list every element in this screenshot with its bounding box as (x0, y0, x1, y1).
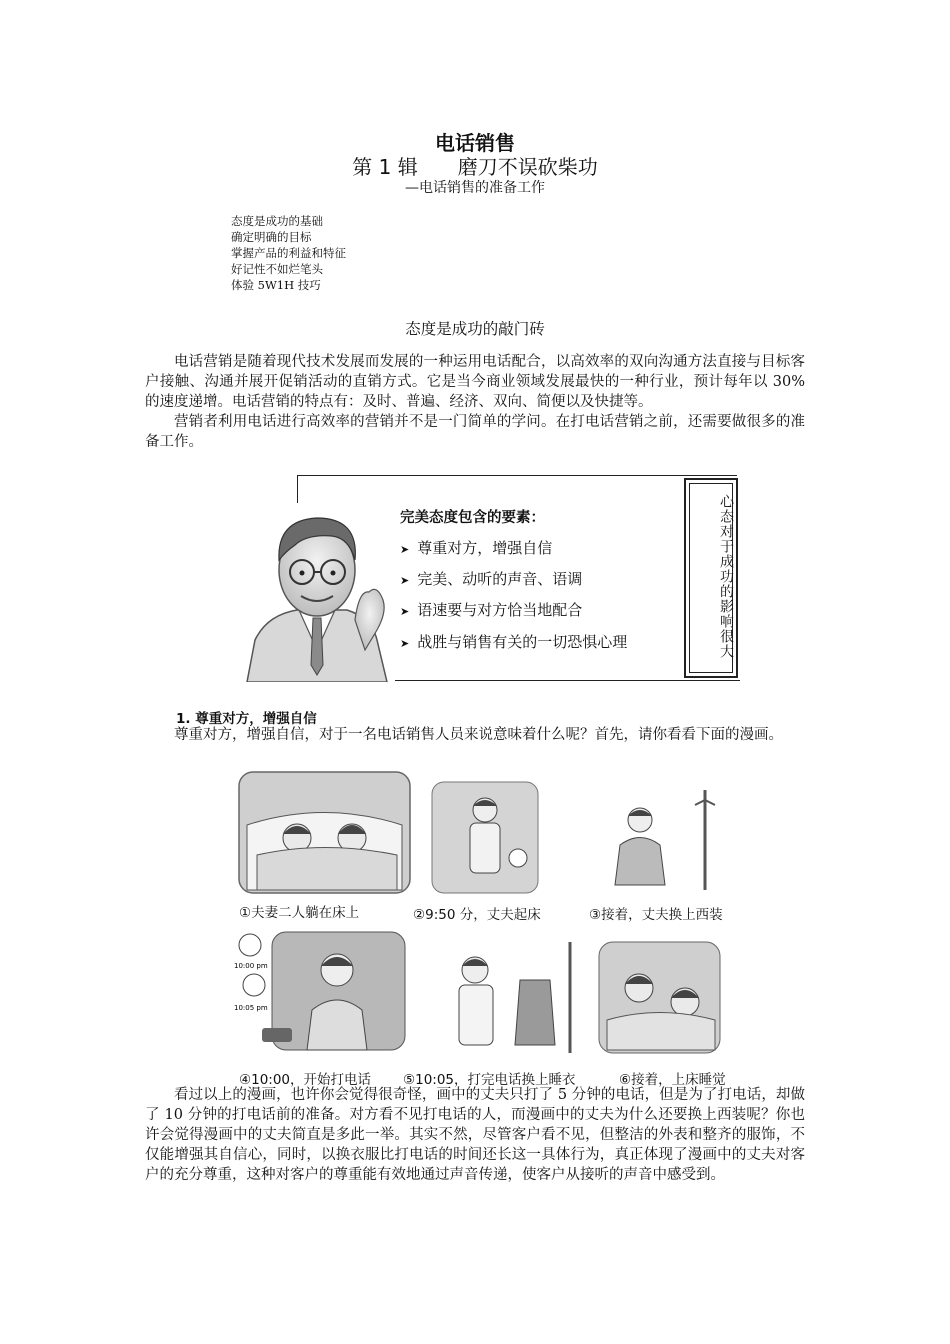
chapter-number: 第 1 辑 (352, 155, 418, 179)
toc-list (231, 213, 346, 293)
infobox-border (297, 475, 737, 476)
paragraph: 电话营销是随着现代技术发展而发展的一种运用电话配合，以高效率的双向沟通方法直接与目标客户接触、沟通并展开促销活动的直销方式。它是当今商业领域发展最快的一种行业，预计每年以 30%的速度递增。电话营销的特点有：及时、普遍、经济、双向、简便以及快捷等。 (145, 354, 805, 410)
infobox-side-text: 心态对于成功的影响很大 (718, 494, 734, 659)
comic-panel-pajama (425, 940, 585, 1055)
arrow-icon: ➤ (400, 605, 410, 618)
infobox-item: ➤ 尊重对方，增强自信 (400, 539, 553, 557)
subsection-heading: 1. 尊重对方，增强自信 (176, 711, 317, 727)
clock-label: 10:00 pm (234, 962, 268, 970)
paragraph: 看过以上的漫画，也许你会觉得很奇怪，画中的丈夫只打了 5 分钟的电话，但是为了打电话，却做了 10 分钟的打电话前的准备。对方看不见打电话的人，而漫画中的丈夫为什么还要换上西装呢？你也许会觉得漫画中的丈夫简直是多此一举。其实不然，尽管客户看不见，但整洁的外表和整齐的服饰，不仅能增强其自信心，同时，以换衣服比打电话的时间还长这一具体行为，真正体现了漫画中的丈夫对客户的充分尊重，这种对客户的尊重能有效地通过声音传递，使客户从接听的声音中感受到。 (145, 1087, 805, 1183)
businessman-illustration (237, 500, 402, 682)
chapter-heading (0, 151, 950, 180)
chapter-title: 磨刀不误砍柴功 (457, 155, 598, 179)
toc-item: 确定明确的目标 (231, 230, 312, 244)
section-heading: 态度是成功的敲门砖 (405, 320, 545, 338)
comic-panel-suit (595, 785, 725, 895)
paragraph: 尊重对方，增强自信，对于一名电话销售人员来说意味着什么呢？首先，请你看看下面的漫画。 (174, 727, 783, 743)
toc-item: 好记性不如烂笔头 (231, 262, 323, 276)
toc-item: 态度是成功的基础 (231, 214, 323, 228)
comic-panel-phone (232, 930, 407, 1055)
infobox-side-panel (684, 478, 738, 678)
chapter-subtitle: —电话销售的准备工作 (405, 180, 545, 196)
subsection-text (145, 725, 805, 745)
clock-label: 10:05 pm (234, 1004, 268, 1012)
conclusion-text (145, 1085, 805, 1185)
arrow-icon: ➤ (400, 637, 410, 650)
infobox-border (395, 680, 740, 681)
arrow-icon: ➤ (400, 543, 410, 556)
infobox-border (297, 475, 298, 503)
toc-item: 掌握产品的利益和特征 (231, 246, 346, 260)
comic-panel-wake (430, 780, 540, 895)
comic-caption: ①夫妻二人躺在床上 (239, 905, 360, 921)
document-title: 电话销售 (435, 131, 515, 155)
infobox-item: ➤ 战胜与销售有关的一切恐惧心理 (400, 633, 628, 651)
infobox-item: ➤ 语速要与对方恰当地配合 (400, 601, 583, 619)
comic-caption: ②9:50 分，丈夫起床 (413, 907, 541, 923)
comic-caption: ④10:00，开始打电话 (239, 1072, 372, 1088)
comic-caption: ⑥接着，上床睡觉 (619, 1072, 726, 1088)
toc-item: 体验 5W1H 技巧 (231, 278, 321, 292)
paragraph: 营销者利用电话进行高效率的营销并不是一门简单的学问。在打电话营销之前，还需要做很多的准备工作。 (145, 414, 805, 450)
arrow-icon: ➤ (400, 574, 410, 587)
intro-text (145, 352, 805, 452)
infobox-heading: 完美态度包含的要素： (400, 510, 545, 526)
comic-caption: ⑤10:05，打完电话换上睡衣 (403, 1072, 576, 1088)
comic-panel-sleep (597, 940, 722, 1055)
comic-panel-bed (237, 770, 412, 895)
comic-caption: ③接着，丈夫换上西装 (589, 907, 723, 923)
infobox-item: ➤ 完美、动听的声音、语调 (400, 570, 583, 588)
